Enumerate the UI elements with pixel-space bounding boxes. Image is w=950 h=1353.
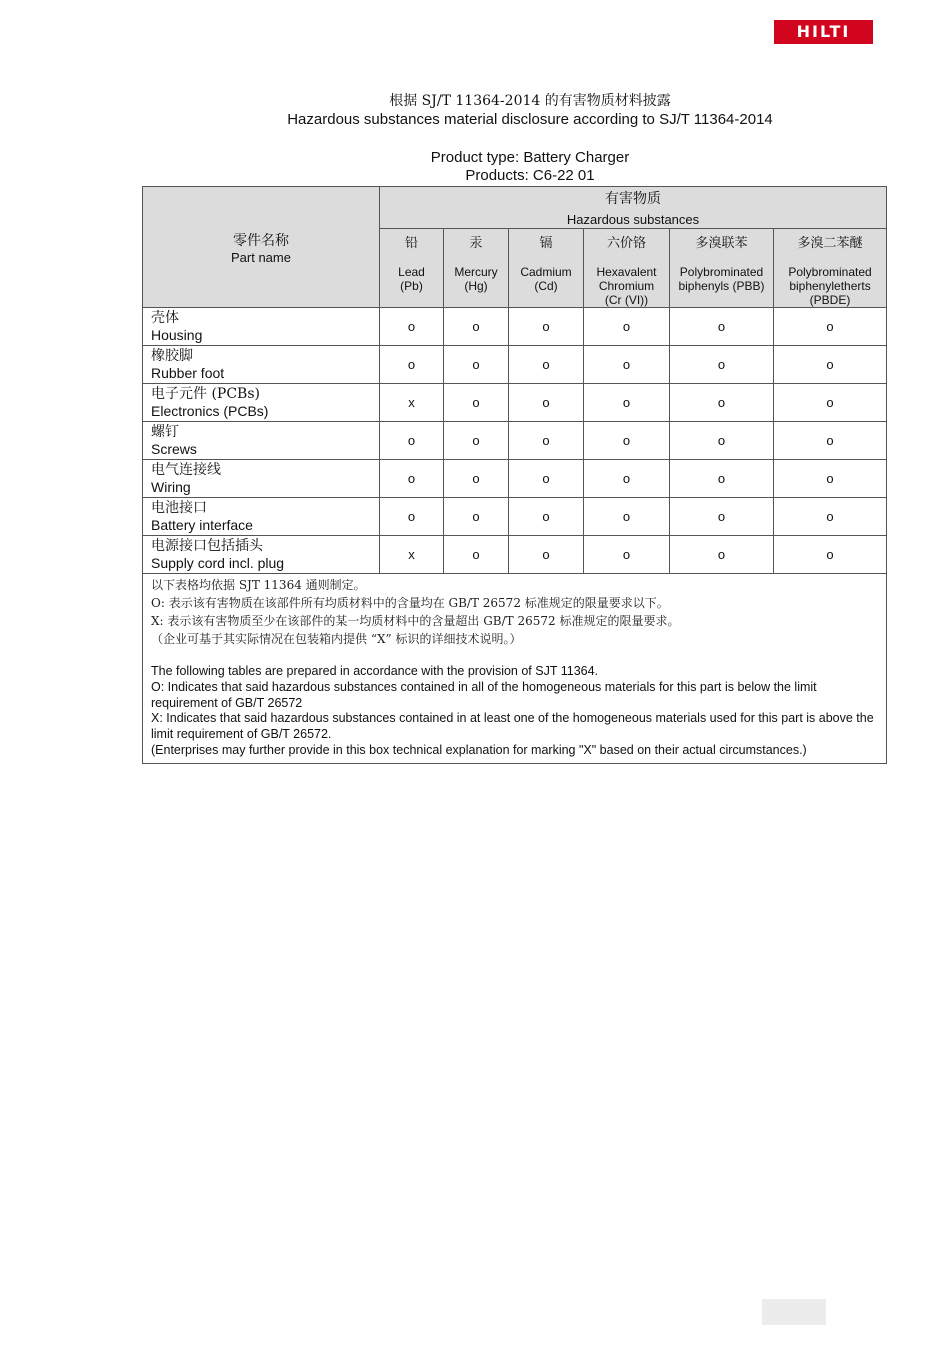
substance-name-en: Chromium (598, 279, 655, 293)
part-name-en: Supply cord incl. plug (151, 554, 285, 571)
part-name-cell (143, 384, 380, 422)
presence-mark: o (509, 422, 584, 460)
substance-name-zh: 汞 (469, 236, 483, 251)
substance-name-en: (Hg) (464, 279, 488, 293)
hazardous-substances-table (142, 186, 887, 764)
presence-mark: o (509, 536, 584, 574)
substance-header (584, 229, 670, 308)
note-zh-line: （企业可基于其实际情况在包装箱内提供 “X” 标识的详细技术说明。） (151, 632, 522, 646)
table-row (143, 422, 887, 460)
presence-mark: o (584, 422, 670, 460)
table-row (143, 346, 887, 384)
presence-mark: o (380, 460, 444, 498)
part-header-zh: 零件名称 (233, 232, 289, 249)
table-row (143, 536, 887, 574)
substance-name-en: (Pb) (400, 279, 423, 293)
presence-mark: o (670, 536, 774, 574)
products: Products: C6-22 01 (465, 167, 595, 184)
substances-group-header (380, 187, 887, 229)
note-en-line: (Enterprises may further provide in this box technical explanation for marking "X" based on their actual circumstances.) (151, 742, 807, 757)
part-header-en: Part name (231, 249, 291, 265)
table-row (143, 308, 887, 346)
presence-mark: o (380, 422, 444, 460)
substance-name-en: Cadmium (520, 265, 572, 279)
presence-mark: x (380, 536, 444, 574)
group-header-zh: 有害物质 (605, 191, 662, 207)
presence-mark: o (670, 422, 774, 460)
presence-mark: o (584, 498, 670, 536)
presence-mark: o (444, 422, 509, 460)
presence-mark: o (380, 308, 444, 346)
presence-mark: o (444, 308, 509, 346)
presence-mark: o (444, 346, 509, 384)
presence-mark: o (670, 384, 774, 422)
part-name-cell (143, 422, 380, 460)
presence-mark: o (774, 536, 887, 574)
part-name-cell (143, 460, 380, 498)
presence-mark: o (774, 460, 887, 498)
substance-name-en: Hexavalent (596, 265, 657, 279)
part-name-en: Screws (151, 440, 197, 457)
substance-name-en: biphenyls (PBB) (678, 279, 765, 293)
presence-mark: o (774, 384, 887, 422)
presence-mark: o (774, 422, 887, 460)
table-row (143, 498, 887, 536)
note-en-line: The following tables are prepared in accordance with the provision of SJT 11364. (151, 664, 599, 678)
table-row (143, 460, 887, 498)
substance-header (774, 229, 887, 308)
part-name-zh: 电源接口包括插头 (151, 537, 263, 554)
part-name-zh: 电池接口 (151, 499, 207, 516)
presence-mark: o (509, 308, 584, 346)
hilti-logo: HILTI (774, 20, 873, 44)
presence-mark: o (670, 460, 774, 498)
substance-header (670, 229, 774, 308)
part-name-cell (143, 346, 380, 384)
part-name-cell (143, 498, 380, 536)
substance-name-en: Mercury (454, 265, 498, 279)
substance-name-en: (PBDE) (809, 293, 851, 307)
presence-mark: x (380, 384, 444, 422)
page-number-box (762, 1299, 826, 1325)
substance-name-en: Polybrominated (788, 265, 872, 279)
part-name-zh: 壳体 (151, 309, 179, 326)
note-en-line: O: Indicates that said hazardous substances contained in all of the homogeneous materials for this part is below the limit requirement of GB/T 26572 (151, 679, 817, 710)
presence-mark: o (584, 536, 670, 574)
note-zh-line: X: 表示该有害物质至少在该部件的某一均质材料中的含量超出 GB/T 26572 标准规定的限量要求。 (151, 614, 680, 628)
presence-mark: o (584, 346, 670, 384)
presence-mark: o (509, 460, 584, 498)
table-row (143, 384, 887, 422)
substance-name-en: (Cr (VI)) (604, 293, 649, 307)
title-english: Hazardous substances material disclosure according to SJ/T 11364-2014 (287, 111, 773, 128)
substance-name-en: Polybrominated (679, 265, 764, 279)
presence-mark: o (670, 308, 774, 346)
group-header-en: Hazardous substances (566, 212, 700, 227)
notes-cell (143, 574, 887, 764)
presence-mark: o (444, 498, 509, 536)
part-name-zh: 橡胶脚 (151, 347, 193, 364)
presence-mark: o (670, 346, 774, 384)
part-name-en: Rubber foot (151, 364, 225, 381)
presence-mark: o (509, 384, 584, 422)
presence-mark: o (444, 536, 509, 574)
presence-mark: o (584, 460, 670, 498)
part-name-header (143, 187, 380, 308)
substance-name-zh: 六价铬 (606, 236, 646, 251)
substance-name-en: Lead (398, 265, 425, 279)
note-zh-line: O: 表示该有害物质在该部件所有均质材料中的含量均在 GB/T 26572 标准规定的限量要求以下。 (151, 596, 669, 610)
presence-mark: o (444, 384, 509, 422)
part-name-zh: 电子元件 (PCBs) (151, 385, 260, 402)
product-type: Product type: Battery Charger (430, 149, 630, 166)
part-name-cell (143, 308, 380, 346)
part-name-en: Wiring (151, 478, 191, 495)
presence-mark: o (509, 346, 584, 384)
presence-mark: o (774, 346, 887, 384)
presence-mark: o (380, 346, 444, 384)
note-zh-line: 以下表格均依据 SJT 11364 通则制定。 (151, 578, 366, 592)
substance-name-zh: 多溴二苯醚 (797, 236, 863, 251)
presence-mark: o (584, 308, 670, 346)
substance-name-zh: 铅 (404, 236, 418, 251)
part-name-cell (143, 536, 380, 574)
presence-mark: o (584, 384, 670, 422)
part-name-en: Electronics (PCBs) (151, 402, 269, 419)
substance-name-zh: 镉 (539, 236, 553, 251)
presence-mark: o (444, 460, 509, 498)
title-chinese: 根据 SJ/T 11364-2014 的有害物质材料披露 (389, 93, 671, 109)
part-name-en: Battery interface (151, 516, 253, 533)
presence-mark: o (380, 498, 444, 536)
note-en-line: X: Indicates that said hazardous substances contained in at least one of the homogeneous materials used for this part is above the limit requirement of GB/T 26572. (151, 711, 874, 742)
presence-mark: o (509, 498, 584, 536)
substance-name-en: biphenyletherts (789, 279, 871, 293)
presence-mark: o (774, 308, 887, 346)
part-name-zh: 螺钉 (151, 423, 179, 440)
substance-name-zh: 多溴联苯 (695, 236, 748, 251)
substance-header (509, 229, 584, 308)
presence-mark: o (774, 498, 887, 536)
substance-header (380, 229, 444, 308)
part-name-en: Housing (151, 326, 203, 343)
presence-mark: o (670, 498, 774, 536)
substance-name-en: (Cd) (534, 279, 558, 293)
part-name-zh: 电气连接线 (151, 461, 221, 478)
substance-header (444, 229, 509, 308)
